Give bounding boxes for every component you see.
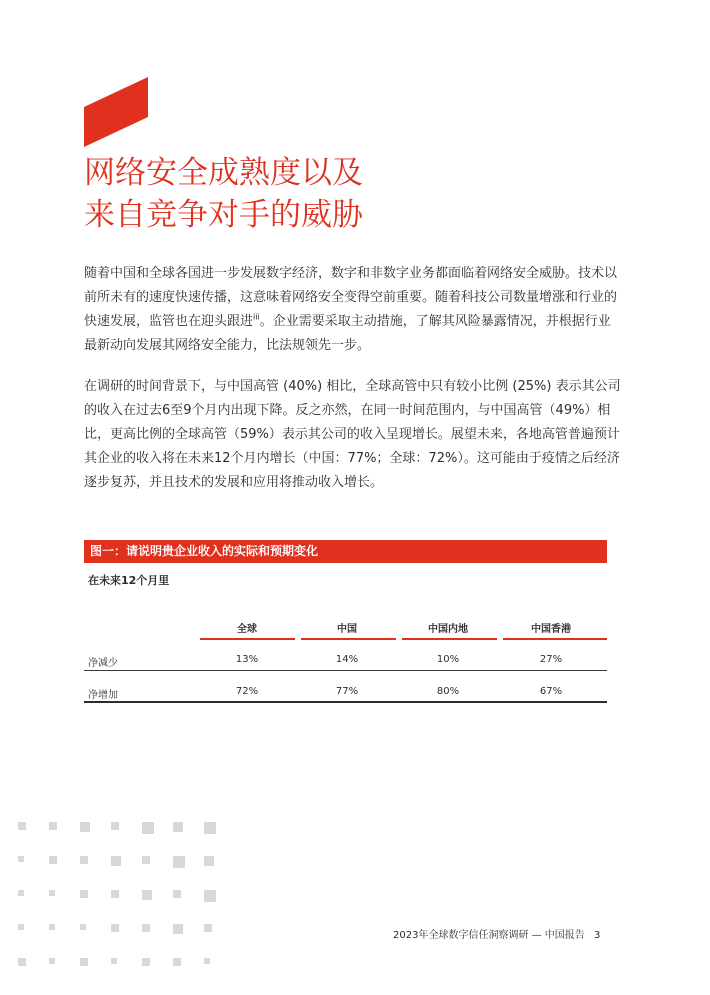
decorative-dot xyxy=(18,924,24,930)
decorative-dot xyxy=(111,924,119,932)
table-cell: 13% xyxy=(235,654,259,665)
footnote-mark: iii xyxy=(253,312,260,322)
decorative-dot xyxy=(173,856,185,868)
table-cell: 67% xyxy=(539,686,563,697)
footer-report-title: 2023年全球数字信任洞察调研 — 中国报告 xyxy=(393,930,585,941)
table-cell: 10% xyxy=(436,654,460,665)
paragraph-2-line-5: 逐步复苏，并且技术的发展和应用将推动收入增长。 xyxy=(84,475,384,490)
decorative-dot xyxy=(49,822,57,830)
row-label: 净增加 xyxy=(88,690,118,701)
paragraph-2 xyxy=(84,375,624,495)
header-underline xyxy=(301,638,396,640)
decorative-dot xyxy=(142,958,150,966)
column-header-hongkong: 中国香港 xyxy=(531,624,571,635)
decorative-dot xyxy=(173,890,181,898)
figure-title-bar: 图一：请说明贵企业收入的实际和预期变化 xyxy=(84,540,607,563)
decorative-dot xyxy=(18,958,26,966)
row-divider xyxy=(84,670,607,671)
decorative-dot xyxy=(80,822,90,832)
figure-subtitle: 在未来12个月里 xyxy=(88,574,170,587)
paragraph-1-line-3b: 。企业需要采取主动措施，了解其风险暴露情况，并根据行业 xyxy=(259,314,611,329)
decorative-dot xyxy=(173,958,181,966)
table-cell: 72% xyxy=(235,686,259,697)
table-cell: 27% xyxy=(539,654,563,665)
table-cell: 77% xyxy=(335,686,359,697)
decorative-dot xyxy=(173,924,183,934)
column-header-global: 全球 xyxy=(237,624,257,635)
paragraph-1-line-4: 最新动向发展其网络安全能力，比法规领先一步。 xyxy=(84,338,371,353)
decorative-dot xyxy=(204,822,216,834)
table-cell: 80% xyxy=(436,686,460,697)
decorative-dot xyxy=(111,890,119,898)
paragraph-1-line-2: 前所未有的速度快速传播，这意味着网络安全变得空前重要。随着科技公司数量增涨和行业的 xyxy=(84,290,618,305)
decorative-dot xyxy=(80,924,86,930)
decorative-dot xyxy=(49,890,55,896)
decorative-dot xyxy=(18,856,24,862)
table-bottom-rule xyxy=(84,701,607,703)
decorative-dot xyxy=(111,958,117,964)
row-label: 净减少 xyxy=(88,658,118,669)
decorative-dot xyxy=(173,822,183,832)
decorative-dot xyxy=(111,856,121,866)
header-underline xyxy=(402,638,497,640)
page-number: 3 xyxy=(594,930,601,941)
page-footer xyxy=(393,926,600,941)
decorative-dot xyxy=(204,856,214,866)
header-underline xyxy=(503,638,607,640)
decorative-dot xyxy=(49,856,57,864)
paragraph-1-line-1: 随着中国和全球各国进一步发展数字经济，数字和非数字业务都面临着网络安全威胁。技术以 xyxy=(84,266,618,281)
table-row xyxy=(84,646,607,676)
paragraph-1-line-3a: 快速发展，监管也在迎头跟进 xyxy=(84,314,254,329)
paragraph-2-line-4: 其企业的收入将在未来12个月内增长（中国：77%；全球：72%）。这可能由于疫情之后经济 xyxy=(84,451,620,466)
decorative-dot xyxy=(142,924,150,932)
paragraph-2-line-2: 的收入在过去6至9个月内出现下降。反之亦然，在同一时间范围内，与中国高管（49%）相 xyxy=(84,403,611,418)
header-underline xyxy=(200,638,295,640)
decorative-dot xyxy=(49,924,55,930)
paragraph-1-line-3 xyxy=(84,310,624,334)
decorative-dot xyxy=(80,958,88,966)
decorative-dot xyxy=(111,822,119,830)
decorative-dot xyxy=(49,958,55,964)
accent-parallelogram xyxy=(84,77,148,147)
decorative-dot xyxy=(142,822,154,834)
column-header-mainland: 中国内地 xyxy=(428,624,468,635)
title-line-1: 网络安全成熟度以及 xyxy=(84,155,363,191)
decorative-dot xyxy=(142,890,152,900)
table-cell: 14% xyxy=(335,654,359,665)
title-line-2: 来自竞争对手的威胁 xyxy=(84,197,363,233)
column-header-china: 中国 xyxy=(337,624,357,635)
decorative-dot xyxy=(142,856,150,864)
table-header-row xyxy=(84,618,607,638)
decorative-dot xyxy=(80,856,88,864)
decorative-dot xyxy=(80,890,88,898)
decorative-dot-pattern xyxy=(18,822,218,982)
figure-table xyxy=(84,618,607,701)
decorative-dot xyxy=(204,958,210,964)
paragraph-1 xyxy=(84,262,624,358)
paragraph-2-line-1: 在调研的时间背景下，与中国高管 (40%) 相比，全球高管中只有较小比例 (25%) 表示其公司 xyxy=(84,379,621,394)
decorative-dot xyxy=(204,890,216,902)
decorative-dot xyxy=(204,924,212,932)
decorative-dot xyxy=(18,890,24,896)
table-row xyxy=(84,678,607,708)
page-title xyxy=(84,152,363,236)
decorative-dot xyxy=(18,822,26,830)
paragraph-2-line-3: 比，更高比例的全球高管（59%）表示其公司的收入呈现增长。展望未来，各地高管普遍预计 xyxy=(84,427,620,442)
